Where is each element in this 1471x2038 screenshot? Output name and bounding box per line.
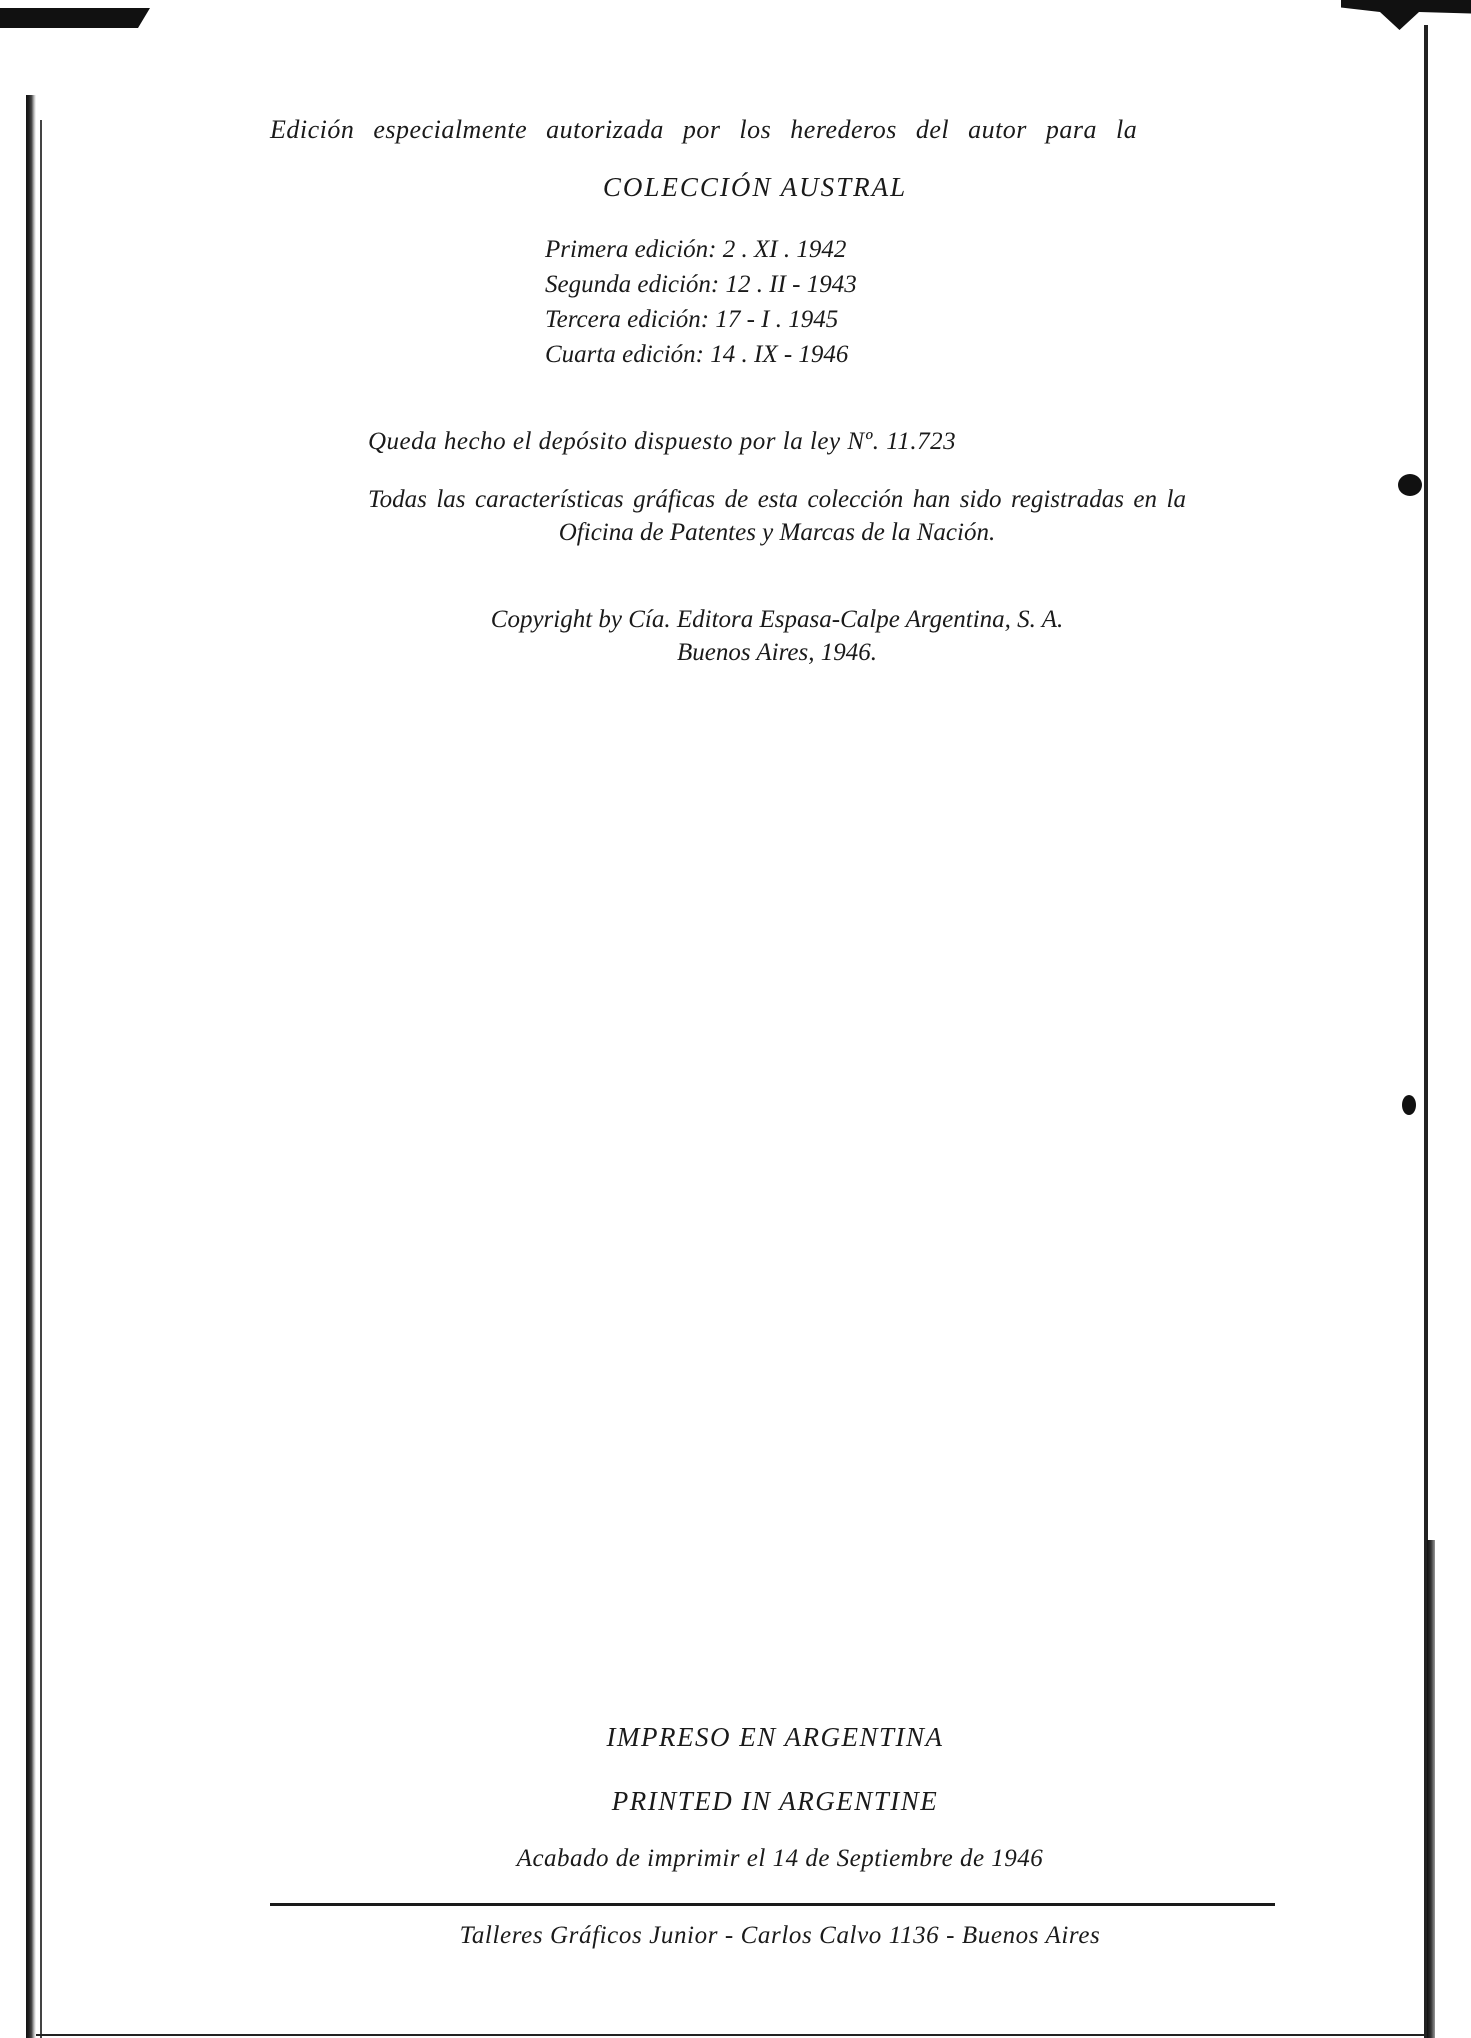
collection-title: COLECCIÓN AUSTRAL — [602, 172, 908, 202]
edition-list — [545, 232, 857, 372]
registration-note: Todas las características gráficas de esta colección han sido registradas en la Oficina de Patentes y Marcas de la Nación. — [368, 486, 1186, 546]
scan-artifact-top-left — [0, 8, 150, 28]
scan-blot — [1398, 474, 1422, 496]
copyright-line: Buenos Aires, 1946. — [677, 639, 877, 666]
printed-in-spanish: IMPRESO EN ARGENTINA — [606, 1722, 944, 1752]
scan-edge-right-shadow — [1427, 1540, 1435, 2038]
scan-edge-left — [26, 95, 36, 2038]
scan-edge-left-line — [40, 120, 42, 2038]
scan-artifact-top-right — [1341, 0, 1471, 30]
printing-date: Acabado de imprimir el 14 de Septiembre de 1946 — [516, 1845, 1044, 1872]
edition-entry: Tercera edición: 17 - I . 1945 — [545, 306, 839, 333]
copyright-notice — [368, 603, 1186, 669]
authorization-note: Edición especialmente autorizada por los herederos del autor para la — [270, 115, 1138, 144]
divider-rule — [270, 1903, 1275, 1906]
edition-entry: Cuarta edición: 14 . IX - 1946 — [545, 341, 849, 368]
edition-entry: Segunda edición: 12 . II - 1943 — [545, 271, 857, 298]
legal-deposit-note: Queda hecho el depósito dispuesto por la ley Nº. 11.723 — [368, 428, 957, 455]
edition-entry: Primera edición: 2 . XI . 1942 — [545, 236, 847, 263]
scan-blot — [1402, 1095, 1416, 1115]
scan-edge-bottom — [36, 2034, 1426, 2036]
copyright-line: Copyright by Cía. Editora Espasa-Calpe Argentina, S. A. — [490, 606, 1064, 633]
printed-in-english: PRINTED IN ARGENTINE — [611, 1786, 939, 1816]
printer-imprint: Talleres Gráficos Junior - Carlos Calvo 1136 - Buenos Aires — [459, 1922, 1101, 1949]
